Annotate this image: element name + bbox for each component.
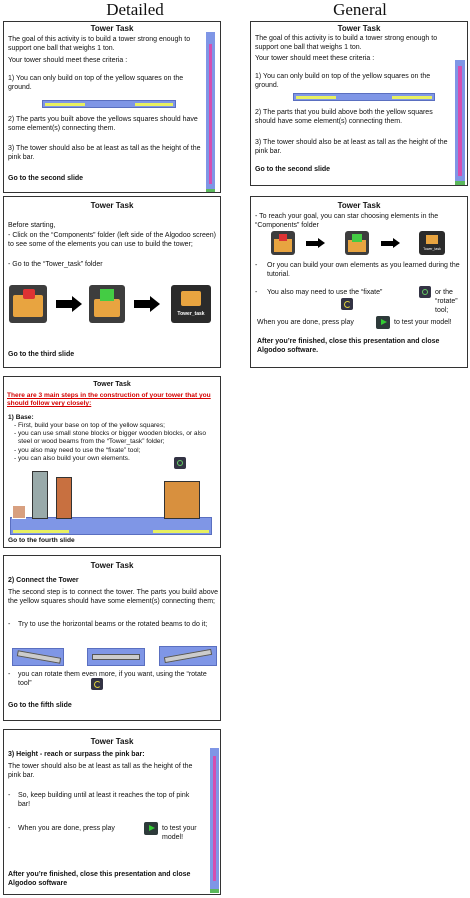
folder-label: Tower_task xyxy=(177,311,205,317)
base-step-2: - you can use small stone blocks or bigger wooden blocks, or also steel or wood beams from the “Tower_task” folder; xyxy=(18,430,213,446)
arrow-head xyxy=(72,296,82,312)
next-slide-link[interactable]: Go to the second slide xyxy=(8,175,84,182)
pink-fill xyxy=(458,66,462,176)
step-heading: 3) Height - reach or surpass the pink bar: xyxy=(8,751,145,758)
components-instruction: - Click on the “Components” folder (left side of the Algodoo screen) to see some of the elements you can use to build the tower; xyxy=(8,232,216,248)
play-instruction-end: to test your model! xyxy=(162,825,197,841)
bullet: - xyxy=(255,262,258,269)
pink-bar xyxy=(210,748,219,893)
criterion-1: 1) You can only build on top of the yellow squares on the ground. xyxy=(8,75,184,91)
base-step-1: - First, build your base on top of the yellow squares; xyxy=(18,422,213,430)
arrow-head xyxy=(150,296,160,312)
pink-bar xyxy=(206,32,215,192)
choose-components-instruction: - To reach your goal, you can star choosing elements in the “Components” folder xyxy=(255,213,439,229)
wood-beam xyxy=(56,477,72,519)
ground-green xyxy=(455,181,465,185)
fixate-instruction-or: or the “rotate” tool; xyxy=(435,289,458,314)
slide-intro: The goal of this activity is to build a tower strong enough to support one ball that weighs 1 ton. xyxy=(255,35,438,51)
beam-instruction: Try to use the horizontal beams or the rotated beams to do it; xyxy=(18,621,208,628)
bullet: - xyxy=(255,289,258,296)
slide-intro: The goal of this activity is to build a tower strong enough to support one ball that weighs 1 ton. xyxy=(8,36,191,52)
criterion-2: 2) The parts that you build above both the yellow squares should have some element(s) connecting them. xyxy=(255,109,433,125)
slide-title: Tower Task xyxy=(90,201,134,210)
base-step-4: - you can also build your own elements. xyxy=(18,455,213,463)
before-starting: Before starting, xyxy=(8,222,56,229)
slide-title: Tower Task xyxy=(90,561,134,570)
arrow-head xyxy=(318,238,325,248)
slide-title: Tower Task xyxy=(90,24,134,33)
tower-task-folder-icon xyxy=(419,231,445,255)
bullet: - xyxy=(8,621,11,628)
criteria-label: Your tower should meet these criteria : xyxy=(255,55,375,62)
base-heading: 1) Base: xyxy=(8,414,34,421)
warning-text: There are 3 main steps in the construction of your tower that you should follow very closely: xyxy=(7,392,211,408)
height-text: The tower should also be at least as tall as the height of the pink bar. xyxy=(8,763,193,779)
tower-task-folder-icon xyxy=(171,285,211,323)
ground-bar xyxy=(293,93,435,101)
play-instruction: When you are done, press play xyxy=(18,825,115,832)
ground-bar xyxy=(10,517,212,535)
detailed-slide-3 xyxy=(3,376,221,548)
open-folder-icon xyxy=(345,231,369,255)
arrow-icon xyxy=(306,241,318,246)
detailed-slide-1 xyxy=(3,21,221,193)
yellow-square-left xyxy=(296,96,336,99)
horizontal-beam xyxy=(87,648,145,666)
final-instruction: After you’re finished, close this presentation and close Algodoo software. xyxy=(257,338,440,354)
next-slide-link[interactable]: Go to the fourth slide xyxy=(8,537,75,544)
slide-title: Tower Task xyxy=(337,201,381,210)
general-slide-2 xyxy=(250,196,468,368)
folder-label: Tower_task xyxy=(423,247,441,251)
criterion-3: 3) The tower should also be at least as tall as the height of the pink bar. xyxy=(8,145,201,161)
fixate-instruction: You also may need to use the “fixate” xyxy=(267,289,383,296)
final-instruction: After you’re finished, close this presentation and close Algodoo software xyxy=(8,871,191,887)
criterion-2: 2) The parts you built above the yellows squares should have some element(s) connecting them. xyxy=(8,116,198,132)
slide-title: Tower Task xyxy=(337,24,381,33)
ground-green xyxy=(210,889,219,893)
next-slide-link[interactable]: Go to the fifth slide xyxy=(8,702,72,709)
general-slide-1 xyxy=(250,21,468,186)
fixate-icon xyxy=(174,457,186,469)
open-folder-icon xyxy=(89,285,125,323)
fixate-icon xyxy=(419,286,431,298)
slide-title: Tower Task xyxy=(93,381,131,388)
own-elements-instruction: Or you can build your own elements as you learned during the tutorial. xyxy=(267,262,460,278)
pink-bar xyxy=(455,60,465,185)
pink-fill xyxy=(209,44,212,184)
detailed-column-header: Detailed xyxy=(106,0,164,19)
play-instruction: When you are done, press play xyxy=(257,319,354,326)
arrow-icon xyxy=(134,300,150,308)
yellow-square-left xyxy=(13,530,69,533)
ground-green xyxy=(206,189,215,192)
detailed-slide-4 xyxy=(3,555,221,721)
criteria-label: Your tower should meet these criteria : xyxy=(8,57,128,64)
detailed-slide-5 xyxy=(3,729,221,895)
connect-text: The second step is to connect the tower. The parts you build above the yellow squares should have some element(s) connecting them; xyxy=(8,589,218,605)
rotate-instruction: you can rotate them even more, if you want, using the “rotate tool” xyxy=(18,671,207,687)
components-folder-icon xyxy=(9,285,47,323)
rotate-tool-icon xyxy=(341,298,353,310)
bullet: - xyxy=(8,825,11,832)
components-folder-icon xyxy=(271,231,295,255)
rotate-tool-icon xyxy=(91,678,103,690)
ground-bar xyxy=(42,100,176,108)
criterion-3: 3) The tower should also be at least as tall as the height of the pink bar. xyxy=(255,139,448,155)
keep-building-instruction: So, keep building until at least it reaches the top of pink bar! xyxy=(18,792,190,808)
tower-folder-instruction: - Go to the “Tower_task” folder xyxy=(8,261,103,268)
yellow-square-left xyxy=(45,103,85,106)
next-slide-link[interactable]: Go to the second slide xyxy=(255,166,331,173)
step-heading: 2) Connect the Tower xyxy=(8,577,79,584)
rotated-beam-left xyxy=(12,648,64,666)
slide-title: Tower Task xyxy=(90,737,134,746)
yellow-square-right xyxy=(135,103,173,106)
play-button-icon xyxy=(376,316,390,329)
yellow-square-right xyxy=(392,96,432,99)
base-step-3: - you also may need to use the “fixate” tool; xyxy=(18,447,213,455)
stone-block xyxy=(12,505,26,519)
bullet: - xyxy=(8,792,11,799)
rotated-beam-right xyxy=(159,646,217,666)
criterion-1: 1) You can only build on top of the yellow squares on the ground. xyxy=(255,73,431,89)
general-column-header: General xyxy=(333,0,387,19)
play-instruction-end: to test your model! xyxy=(394,319,452,326)
bullet: - xyxy=(8,671,11,678)
arrow-icon xyxy=(56,300,72,308)
detailed-slide-2 xyxy=(3,196,221,368)
arrow-head xyxy=(393,238,400,248)
yellow-square-right xyxy=(153,530,209,533)
arrow-icon xyxy=(381,241,393,246)
steel-beam xyxy=(32,471,48,519)
wooden-block xyxy=(164,481,200,519)
play-button-icon xyxy=(144,822,158,835)
next-slide-link[interactable]: Go to the third slide xyxy=(8,351,75,358)
pink-fill xyxy=(213,756,216,881)
